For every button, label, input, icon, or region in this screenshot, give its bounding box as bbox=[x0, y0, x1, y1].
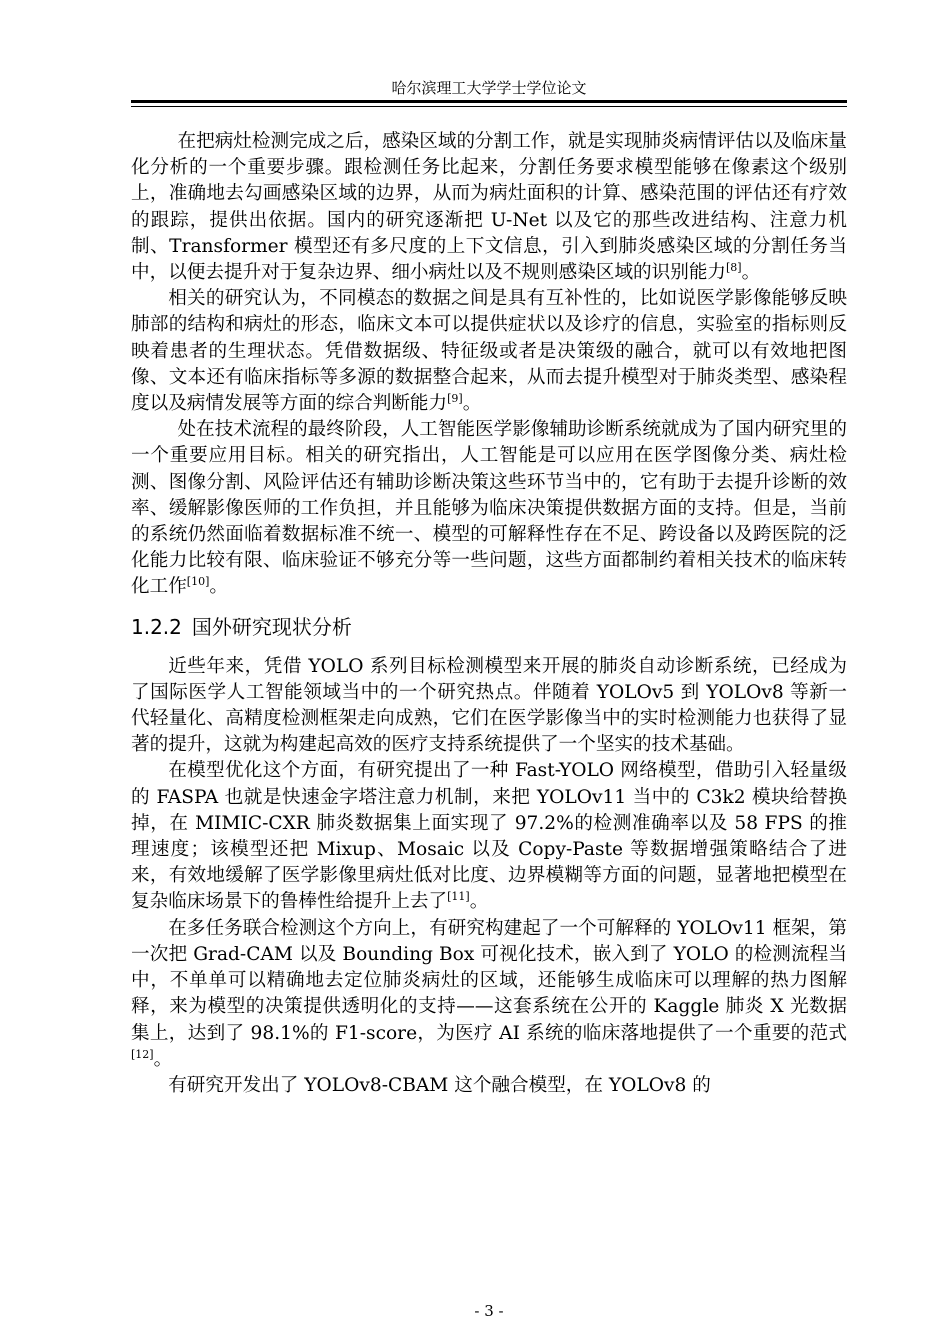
citation-ref: [12] bbox=[131, 1047, 154, 1061]
citation-ref: [9] bbox=[447, 392, 463, 406]
page-body bbox=[131, 129, 847, 1099]
paragraph: 在模型优化这个方面，有研究提出了一种 Fast-YOLO 网络模型，借助引入轻量级的 FASPA 也就是快速金字塔注意力机制，来把 YOLOv11 当中的 C3k2 模块给替换掉，在 MIMIC-CXR 肺炎数据集上面实现了 97.2%的检测准确率以及 58 FPS 的推理速度；该模型还把 Mixup、Mosaic 以及 Copy-Paste 等数据增强策略结合了进来，有效地缓解了医学影像里病灶低对比度、边界模糊等方面的问题，显著地把模型在复杂临床场景下的鲁棒性给提升上去了[11]。 bbox=[131, 760, 847, 913]
section-number: 1.2.2 bbox=[131, 614, 182, 639]
section-title: 国外研究现状分析 bbox=[191, 614, 352, 639]
header-rule-thick bbox=[131, 100, 847, 103]
paragraph: 在把病灶检测完成之后，感染区域的分割工作，就是实现肺炎病情评估以及临床量化分析的一个重要步骤。跟检测任务比起来，分割任务要求模型能够在像素这个级别上，准确地去勾画感染区域的边界，从而为病灶面积的计算、感染范围的评估还有疗效的跟踪，提供出依据。国内的研究逐渐把 U-Net 以及它的那些改进结构、注意力机制、Transformer 模型还有多尺度的上下文信息，引入到肺炎感染区域的分割任务当中，以便去提升对于复杂边界、细小病灶以及不规则感染区域的识别能力[8]。 bbox=[131, 131, 847, 284]
paragraph: 相关的研究认为，不同模态的数据之间是具有互补性的，比如说医学影像能够反映肺部的结构和病灶的形态，临床文本可以提供症状以及诊疗的信息，实验室的指标则反映着患者的生理状态。凭借数据级、特征级或者是决策级的融合，就可以有效地把图像、文本还有临床指标等多源的数据整合起来，从而去提升模型对于肺炎类型、感染程度以及病情发展等方面的综合判断能力[9]。 bbox=[131, 288, 847, 415]
paragraph: 在多任务联合检测这个方向上，有研究构建起了一个可解释的 YOLOv11 框架，第一次把 Grad-CAM 以及 Bounding Box 可视化技术，嵌入到了 YOLO 的检测流程当中，不单单可以精确地去定位肺炎病灶的区域，还能够生成临床可以理解的热力图解释，来为模型的决策提供透明化的支持——这套系统在公开的 Kaggle 肺炎 X 光数据集上，达到了 98.1%的 F1-score，为医疗 AI 系统的临床落地提供了一个重要的范式[12]。 bbox=[131, 917, 847, 1070]
citation-ref: [11] bbox=[447, 890, 470, 904]
header-rule-thin bbox=[131, 106, 847, 107]
citation-ref: [8] bbox=[726, 261, 742, 275]
paragraph: 近些年来，凭借 YOLO 系列目标检测模型来开展的肺炎自动诊断系统，已经成为了国际医学人工智能领域当中的一个研究热点。伴随着 YOLOv5 到 YOLOv8 等新一代轻量化、高精度检测框架走向成熟，它们在医学影像当中的实时检测能力也获得了显著的提升，这就为构建起高效的医疗支持系统提供了一个坚实的技术基础。 bbox=[131, 655, 847, 756]
paragraph: 处在技术流程的最终阶段，人工智能医学影像辅助诊断系统就成为了国内研究里的一个重要应用目标。相关的研究指出，人工智能是可以应用在医学图像分类、病灶检测、图像分割、风险评估还有辅助诊断决策这些环节当中的，它有助于去提升诊断的效率、缓解影像医师的工作负担，并且能够为临床决策提供数据方面的支持。但是，当前的系统仍然面临着数据标准不统一、模型的可解释性存在不足、跨设备以及跨医院的泛化能力比较有限、临床验证不够充分等一些问题，这些方面都制约着相关技术的临床转化工作[10]。 bbox=[131, 419, 847, 598]
page-number: - 3 - bbox=[474, 1302, 504, 1320]
paragraph: 有研究开发出了 YOLOv8-CBAM 这个融合模型，在 YOLOv8 的 bbox=[168, 1074, 711, 1096]
citation-ref: [10] bbox=[186, 575, 210, 589]
section-heading bbox=[131, 612, 847, 642]
running-header: 哈尔滨理工大学学士学位论文 bbox=[391, 79, 587, 97]
